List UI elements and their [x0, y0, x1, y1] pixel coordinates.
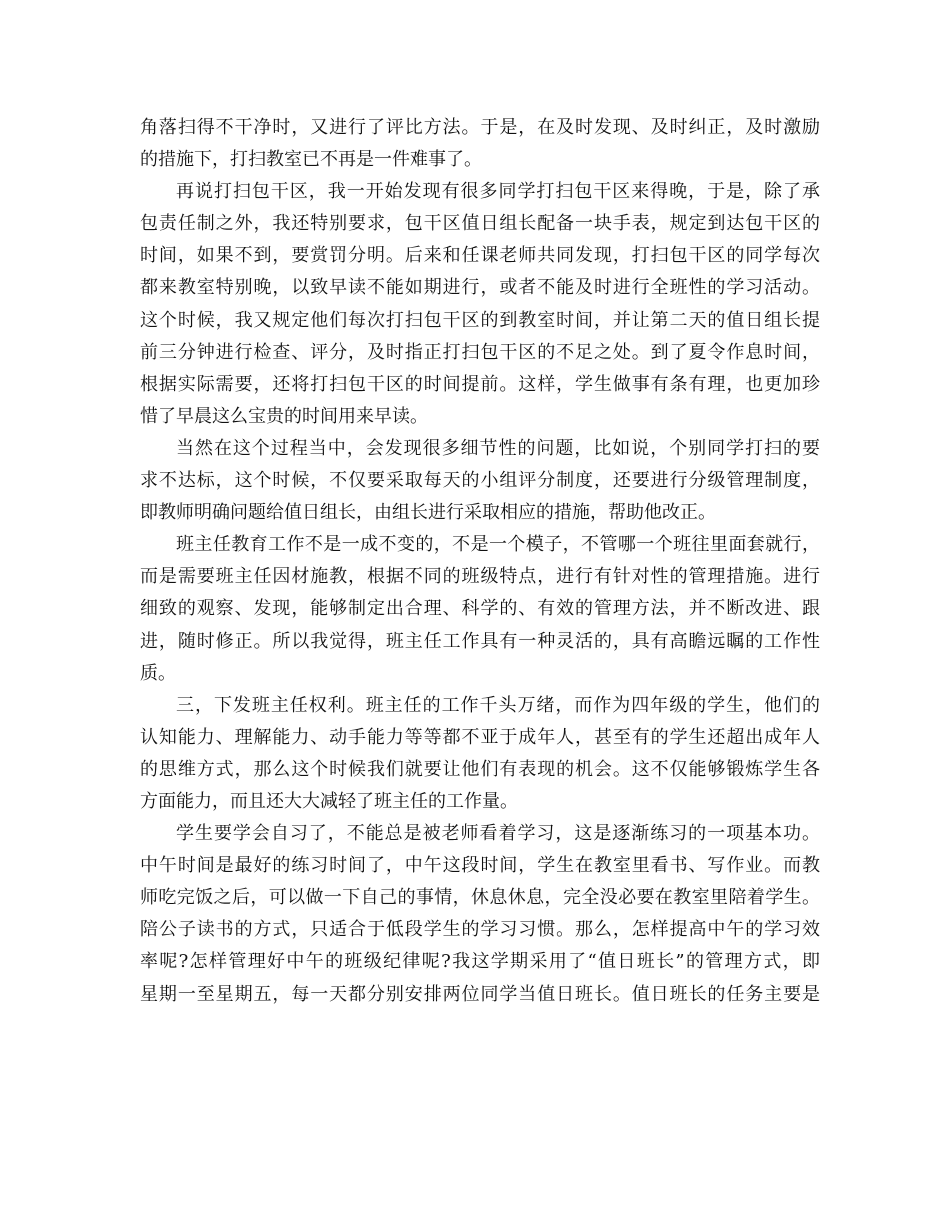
text-line: 求不达标，这个时候，不仅要采取每天的小组评分制度，还要进行分级管理制度， — [140, 470, 820, 492]
text-line: 陪公子读书的方式，只适合于低段学生的学习习惯。那么，怎样提高中午的学习效 — [140, 919, 820, 941]
text-line: 中午时间是最好的练习时间了，中午这段时间，学生在教室里看书、写作业。而教 — [140, 855, 820, 877]
text-line: 时间，如果不到，要赏罚分明。后来和任课老师共同发现，打扫包干区的同学每次 — [140, 245, 820, 267]
text-line: 都来教室特别晚，以致早读不能如期进行，或者不能及时进行全班性的学习活动。 — [140, 277, 820, 299]
text-line: 前三分钟进行检查、评分，及时指正打扫包干区的不足之处。到了夏令作息时间， — [140, 341, 820, 363]
text-line: 而是需要班主任因材施教，根据不同的班级特点，进行有针对性的管理措施。进行 — [140, 566, 820, 588]
text-line: 惜了早晨这么宝贵的时间用来早读。 — [140, 405, 428, 427]
text-line: 角落扫得不干净时，又进行了评比方法。于是，在及时发现、及时纠正，及时激励 — [140, 117, 820, 138]
text-line: 进，随时修正。所以我觉得，班主任工作具有一种灵活的，具有高瞻远瞩的工作性 — [140, 630, 820, 652]
text-line: 学生要学会自习了，不能总是被老师看着学习，这是逐渐练习的一项基本功。 — [176, 823, 820, 845]
text-line: 率呢?怎样管理好中午的班级纪律呢?我这学期采用了“值日班长”的管理方式，即 — [140, 951, 820, 973]
text-line: 师吃完饭之后，可以做一下自己的事情，休息休息，完全没必要在教室里陪着学生。 — [140, 887, 820, 909]
text-line: 认知能力、理解能力、动手能力等等都不亚于成年人，甚至有的学生还超出成年人 — [140, 726, 820, 748]
text-line: 质。 — [140, 662, 176, 684]
text-line: 即教师明确问题给值日组长，由组长进行采取相应的措施，帮助他改正。 — [140, 502, 716, 524]
text-line: 星期一至星期五，每一天都分别安排两位同学当值日班长。值日班长的任务主要是 — [140, 983, 820, 1005]
text-line: 根据实际需要，还将打扫包干区的时间提前。这样，学生做事有条有理，也更加珍 — [140, 373, 820, 395]
text-line: 方面能力，而且还大大减轻了班主任的工作量。 — [140, 790, 518, 812]
text-line: 三，下发班主任权利。班主任的工作千头万绪，而作为四年级的学生，他们的 — [176, 694, 820, 716]
text-line: 当然在这个过程当中，会发现很多细节性的问题，比如说，个别同学打扫的要 — [176, 437, 820, 459]
document-body — [140, 112, 820, 1011]
text-line: 班主任教育工作不是一成不变的，不是一个模子，不管哪一个班往里面套就行， — [176, 534, 820, 556]
text-line: 细致的观察、发现，能够制定出合理、科学的、有效的管理方法，并不断改进、跟 — [140, 598, 820, 620]
text-line: 的措施下，打扫教室已不再是一件难事了。 — [140, 149, 482, 171]
text-line: 这个时候，我又规定他们每次打扫包干区的到教室时间，并让第二天的值日组长提 — [140, 309, 820, 331]
text-line: 再说打扫包干区，我一开始发现有很多同学打扫包干区来得晚，于是，除了承 — [176, 181, 820, 203]
text-line: 包责任制之外，我还特别要求，包干区值日组长配备一块手表，规定到达包干区的 — [140, 213, 820, 235]
text-line: 的思维方式，那么这个时候我们就要让他们有表现的机会。这不仅能够锻炼学生各 — [140, 758, 820, 780]
